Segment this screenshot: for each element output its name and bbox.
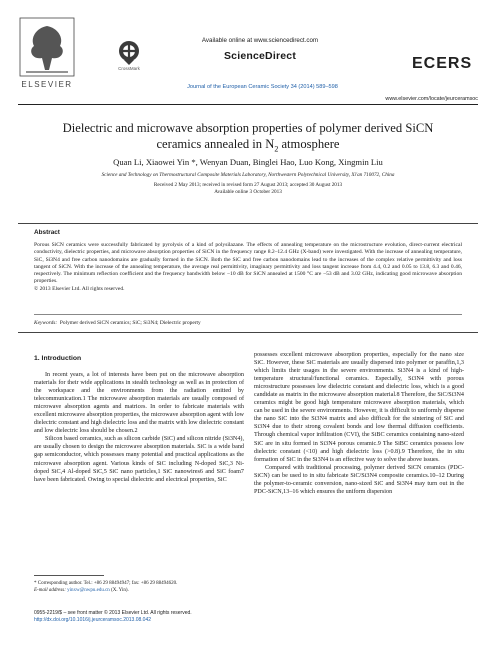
available-online-date: Available online 3 October 2013 (214, 189, 282, 196)
journal-reference-link[interactable]: Journal of the European Ceramic Society 34 (2014) 589–598 (187, 84, 338, 90)
journal-homepage-url[interactable]: www.elsevier.com/locate/jeurceramsoc (385, 96, 478, 102)
email-link[interactable]: yinxw@nwpu.edu.cn (67, 588, 110, 593)
keywords-text: Polymer derived SiCN ceramics; SiC; Si3N4; Dielectric property (59, 320, 201, 326)
publisher-name: ELSEVIER (21, 80, 73, 89)
abstract-heading: Abstract (34, 229, 60, 236)
keywords-label: Keywords: (34, 320, 58, 326)
footnote-rule (34, 575, 104, 576)
affiliation: Science and Technology on Thermostructural Composite Materials Laboratory, Northwestern Polytechnical University, Xi'an 710072, China (101, 172, 395, 178)
abstract-text: Porous SiCN ceramics were successfully fabricated by pyrolysis of a kind of polysilazane. The effects of annealing temperature on the microstructure evolution, direct-current electrical conductivity, dielectric properties, and microwave absorption properties of SiCN in the frequency range 8.2–12.4 GHz (X-band) were investigated. With the increase of annealing temperature, SiC, Si3N4 and free carbon nanodomains are gradually formed in the SiCN. Both the SiC and free carbon nanodomains lead to the increases of the complex relative permittivity and loss tangent of SiCN. With the increase of the annealing temperature, the average real permittivity, imaginary permittivity and loss tangent increase from 4.4, 0.2 and 0.05 to 13.8, 6.3 and 0.46, respectively. The minimum reflection coefficient and the frequency bandwidth below −10 dB for SiCN annealed at 1500 °C are −53 dB and 3.02 GHz, indicating good microwave absorption properties. (34, 242, 462, 285)
available-online-text: Available online at www.sciencedirect.com (201, 37, 319, 44)
section-heading-introduction: 1. Introduction (34, 355, 82, 362)
abstract-divider (34, 314, 462, 315)
doi-link[interactable]: http://dx.doi.org/10.1016/j.jeurceramsoc.2013.08.042 (34, 616, 152, 623)
crossmark-icon[interactable] (118, 40, 140, 66)
header-divider (18, 104, 478, 105)
article-history (25, 182, 471, 196)
intro-paragraph-3: possesses excellent microwave absorption properties, especially for the nano size SiC. However, these SiC materials are usually dispersed into polymer or paraffin,1,3 which limits their usages in the severe environments. Si3N4 is a kind of high-temperature structural/functional ceramics. Especially, Si3N4 with porous microstructure possesses low dielectric constant and dielectric loss, which is a good candidate as matrix in the microwave absorption material.8 Therefore, the SiC/Si3N4 ceramics might be good high temperature microwave absorption materials, which can be used in the severe environments. However, it is difficult to uniformly disperse the nano SiC into the Si3N4 matrix and also difficult for the sintering of SiC and Si3N4 due to their strong covalent bonds and low thermal diffusion coefficients. Through chemical vapor infiltration (CVI), the SiBC ceramics containing nano-sized SiC are in situ formed in Si3N4 porous ceramic.9 The SiBC ceramics possess low dielectric constant (<10) and high dielectric loss (>0.8).9 Therefore, the in situ formation of SiC in the Si3N4 is an effective way to solve the above issues. (254, 352, 464, 463)
elsevier-tree-logo (18, 16, 76, 78)
title-divider (18, 223, 478, 224)
title-line-2: ceramics annealed in $N_2$ atmosphere (156, 137, 340, 154)
email-suffix: (X. Yin). (111, 588, 129, 593)
abstract-copyright: © 2013 Elsevier Ltd. All rights reserved. (34, 285, 125, 292)
email-label: E-mail address: (34, 588, 66, 593)
crossmark-label: CrossMark (118, 66, 140, 71)
ecers-journal-logo (412, 54, 474, 70)
ecers-logo-text: ECERS (412, 55, 473, 70)
right-column (254, 351, 464, 496)
intro-paragraph-2: Silicon based ceramics, such as silicon carbide (SiC) and silicon nitride (Si3N4), are usually chosen to design the microwave absorption materials. SiC is a wide band gap semiconductor, which possesses many potential and practical applications as the microwave absorption agent. Various kinds of SiC including N-doped SiC,3 Ni-doped SiC,4 Al-doped SiC,5 SiC nano particles,1 SiC nanowires6 and SiC foam7 have been fabricated. Owing to special dielectric and electrical properties, SiC (34, 436, 244, 483)
footnote (34, 580, 246, 594)
article-title (25, 120, 471, 158)
left-column (34, 371, 244, 484)
author-list: Quan Li, Xiaowei Yin *, Wenyan Duan, Binglei Hao, Luo Kong, Xingmin Liu (113, 157, 383, 167)
intro-paragraph-1: In recent years, a lot of interests have been put on the microwave absorption materials for their wide applications in stealth technology as well as in protection of the workspace and the environments from the radiation emitted by telecommunication.1 The microwave absorption materials are usually composed of microwave absorption agents and matrices. In order to fabricate materials with excellent microwave absorption properties, the microwave absorption agent with low dielectric constant and high dielectric loss and the matrix with low dielectric constant and low dielectric loss should be chosen.2 (34, 372, 244, 435)
sciencedirect-brand[interactable]: ScienceDirect (223, 50, 297, 62)
corresponding-author: * Corresponding author. Tel.: +86 29 88494947; fax: +86 29 88494620. (34, 581, 178, 586)
received-dates: Received 2 May 2013; received in revised form 27 August 2013; accepted 30 August 2013 (153, 182, 343, 188)
title-line-1: Dielectric and microwave absorption properties of polymer derived SiCN (62, 121, 434, 135)
abstract-body (34, 242, 462, 293)
email-line (34, 587, 246, 594)
issn-doi-block (34, 610, 284, 624)
keywords-divider (18, 332, 478, 333)
keywords (34, 320, 462, 326)
issn-line: 0955-2219/$ – see front matter © 2013 Elsevier Ltd. All rights reserved. (34, 610, 192, 616)
intro-paragraph-4: Compared with traditional processing, polymer derived SiCN ceramics (PDC-SiCN) can be used to in situ fabricate SiC/Si3N4 composite ceramics.10–12 During the polymer-to-ceramic conversion, nano-sized SiC and Si3N4 may turn out in the PDC-SiCN,13–16 which ensures the uniform dispersion (254, 464, 464, 495)
